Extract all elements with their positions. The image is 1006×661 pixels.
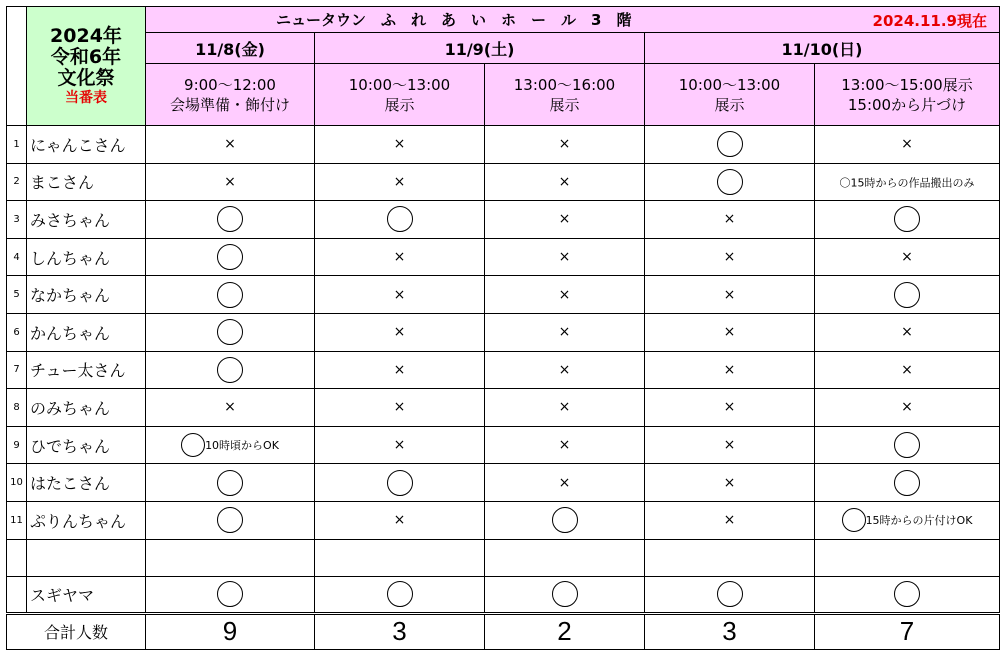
cross-mark: × [315, 313, 485, 351]
slot-time: 9:00～12:00 [184, 75, 276, 94]
member-row [7, 501, 1000, 539]
row-number: 8 [7, 389, 27, 427]
staff-row [7, 576, 1000, 613]
member-name: しんちゃん [27, 238, 146, 276]
cross-mark: × [315, 126, 485, 164]
circle-mark [485, 576, 645, 613]
empty-cell [146, 539, 315, 576]
cross-mark: × [315, 163, 485, 201]
circle-icon [387, 206, 413, 232]
circle-icon [387, 581, 413, 607]
circle-icon [552, 581, 578, 607]
cross-mark: × [315, 389, 485, 427]
slot-time: 10:00～13:00 [678, 75, 781, 94]
empty-cell [27, 539, 146, 576]
time-slot-header [146, 64, 315, 126]
cross-mark: × [645, 426, 815, 464]
circle-mark [146, 351, 315, 389]
member-name: チュー太さん [27, 351, 146, 389]
blank-row [7, 539, 1000, 576]
member-row [7, 464, 1000, 502]
cross-mark: × [146, 389, 315, 427]
date-header: 11/8(金) [146, 33, 315, 64]
cross-mark: × [645, 201, 815, 239]
circle-icon [717, 131, 743, 157]
date-header: 11/9(土) [315, 33, 645, 64]
cross-mark: × [645, 276, 815, 314]
time-slot-header [315, 64, 485, 126]
row-number: 4 [7, 238, 27, 276]
member-name: かんちゃん [27, 313, 146, 351]
cross-mark: × [815, 389, 1000, 427]
slot-time: 13:00～15:00展示 [841, 75, 973, 94]
row-number: 2 [7, 163, 27, 201]
member-row [7, 163, 1000, 201]
cross-mark: × [146, 126, 315, 164]
circle-icon [217, 282, 243, 308]
member-row [7, 313, 1000, 351]
row-number [7, 576, 27, 613]
circle-icon [717, 169, 743, 195]
circle-mark [315, 576, 485, 613]
circle-mark [815, 201, 1000, 239]
member-row [7, 389, 1000, 427]
cross-mark: × [485, 163, 645, 201]
duty-roster-table [6, 6, 1000, 650]
circle-mark [146, 501, 315, 539]
corner-blank [7, 7, 27, 126]
cross-mark: × [315, 501, 485, 539]
row-number: 5 [7, 276, 27, 314]
slot-task: 展示 [384, 95, 415, 114]
empty-cell [645, 539, 815, 576]
circle-icon [894, 581, 920, 607]
cross-mark: × [485, 313, 645, 351]
cross-mark: × [645, 238, 815, 276]
circle-mark [315, 201, 485, 239]
cross-mark: × [315, 426, 485, 464]
member-name: まこさん [27, 163, 146, 201]
circle-icon [217, 319, 243, 345]
row-number: 1 [7, 126, 27, 164]
circle-mark [146, 576, 315, 613]
circle-mark [315, 464, 485, 502]
row-number: 9 [7, 426, 27, 464]
time-slot-header [485, 64, 645, 126]
member-name: みさちゃん [27, 201, 146, 239]
cross-mark: × [485, 126, 645, 164]
festival-title [27, 7, 146, 126]
circle-mark [645, 576, 815, 613]
cross-mark: × [645, 389, 815, 427]
circle-mark-with-note [146, 426, 315, 464]
circle-mark [645, 126, 815, 164]
row-number: 10 [7, 464, 27, 502]
empty-cell [485, 539, 645, 576]
circle-mark [146, 238, 315, 276]
festival-year: 2024年 [50, 24, 122, 47]
row-number: 3 [7, 201, 27, 239]
roster-subtitle: 当番表 [65, 89, 107, 106]
member-row [7, 351, 1000, 389]
row-number: 6 [7, 313, 27, 351]
cross-mark: × [485, 464, 645, 502]
cross-mark: × [315, 351, 485, 389]
circle-icon [552, 507, 578, 533]
totals-label: 合計人数 [7, 613, 146, 649]
member-name: ぷりんちゃん [27, 501, 146, 539]
availability-note: 15時からの片付けOK [865, 514, 973, 528]
total-count: 9 [146, 613, 315, 649]
totals-row [7, 613, 1000, 649]
empty-cell [815, 539, 1000, 576]
total-count: 3 [645, 613, 815, 649]
member-name: のみちゃん [27, 389, 146, 427]
slot-task: 会場準備・飾付け [169, 95, 290, 114]
member-name: にゃんこさん [27, 126, 146, 164]
slot-task: 15:00から片づけ [847, 95, 967, 114]
member-row [7, 426, 1000, 464]
circle-mark [146, 201, 315, 239]
cross-mark: × [815, 126, 1000, 164]
row-number: 7 [7, 351, 27, 389]
circle-icon [894, 470, 920, 496]
circle-mark [815, 276, 1000, 314]
cross-mark: × [485, 389, 645, 427]
cross-mark: × [485, 201, 645, 239]
festival-name: 文化祭 [57, 66, 115, 89]
circle-mark [485, 501, 645, 539]
empty-cell [315, 539, 485, 576]
circle-mark [815, 426, 1000, 464]
member-row [7, 201, 1000, 239]
slot-task: 展示 [549, 95, 580, 114]
cross-mark: × [815, 313, 1000, 351]
availability-note: 10時頃からOK [205, 439, 279, 453]
member-name: スギヤマ [27, 576, 146, 613]
venue-name: ニュータウン ふ れ あ い ホ ー ル 3 階 [276, 11, 632, 29]
cross-mark: × [815, 238, 1000, 276]
circle-mark-with-note [815, 501, 1000, 539]
member-name: なかちゃん [27, 276, 146, 314]
slot-time: 13:00～16:00 [513, 75, 616, 94]
circle-icon [181, 433, 205, 457]
circle-icon [217, 581, 243, 607]
row-number: 11 [7, 501, 27, 539]
member-name: はたこさん [27, 464, 146, 502]
availability-note: 〇15時からの作品搬出のみ [839, 176, 975, 190]
time-slot-header [815, 64, 1000, 126]
empty-cell [7, 539, 27, 576]
circle-mark [815, 576, 1000, 613]
member-row [7, 126, 1000, 164]
circle-icon [717, 581, 743, 607]
cross-mark: × [485, 276, 645, 314]
cross-mark: × [485, 426, 645, 464]
member-row [7, 276, 1000, 314]
cross-mark: × [315, 276, 485, 314]
circle-icon [217, 357, 243, 383]
circle-mark [146, 313, 315, 351]
cross-mark: × [146, 163, 315, 201]
cross-mark: × [485, 238, 645, 276]
circle-mark [146, 276, 315, 314]
cross-mark: × [645, 501, 815, 539]
total-count: 3 [315, 613, 485, 649]
cross-mark: × [485, 351, 645, 389]
festival-era: 令和6年 [50, 45, 122, 68]
as-of-date: 2024.11.9現在 [872, 12, 987, 30]
circle-mark [645, 163, 815, 201]
circle-icon [217, 470, 243, 496]
cross-mark: × [815, 351, 1000, 389]
cross-mark: × [315, 238, 485, 276]
member-row [7, 238, 1000, 276]
total-count: 7 [815, 613, 1000, 649]
circle-icon [894, 282, 920, 308]
circle-mark [815, 464, 1000, 502]
circle-icon [217, 244, 243, 270]
total-count: 2 [485, 613, 645, 649]
slot-time: 10:00～13:00 [348, 75, 451, 94]
cross-mark: × [645, 313, 815, 351]
member-name: ひでちゃん [27, 426, 146, 464]
venue-header [146, 7, 1000, 33]
circle-icon [217, 507, 243, 533]
cross-mark: × [645, 464, 815, 502]
slot-task: 展示 [714, 95, 745, 114]
circle-icon [842, 508, 866, 532]
circle-icon [387, 470, 413, 496]
time-slot-header [645, 64, 815, 126]
availability-note-cell [815, 163, 1000, 201]
circle-mark [146, 464, 315, 502]
circle-icon [894, 206, 920, 232]
cross-mark: × [645, 351, 815, 389]
date-header: 11/10(日) [645, 33, 1000, 64]
circle-icon [217, 206, 243, 232]
circle-icon [894, 432, 920, 458]
